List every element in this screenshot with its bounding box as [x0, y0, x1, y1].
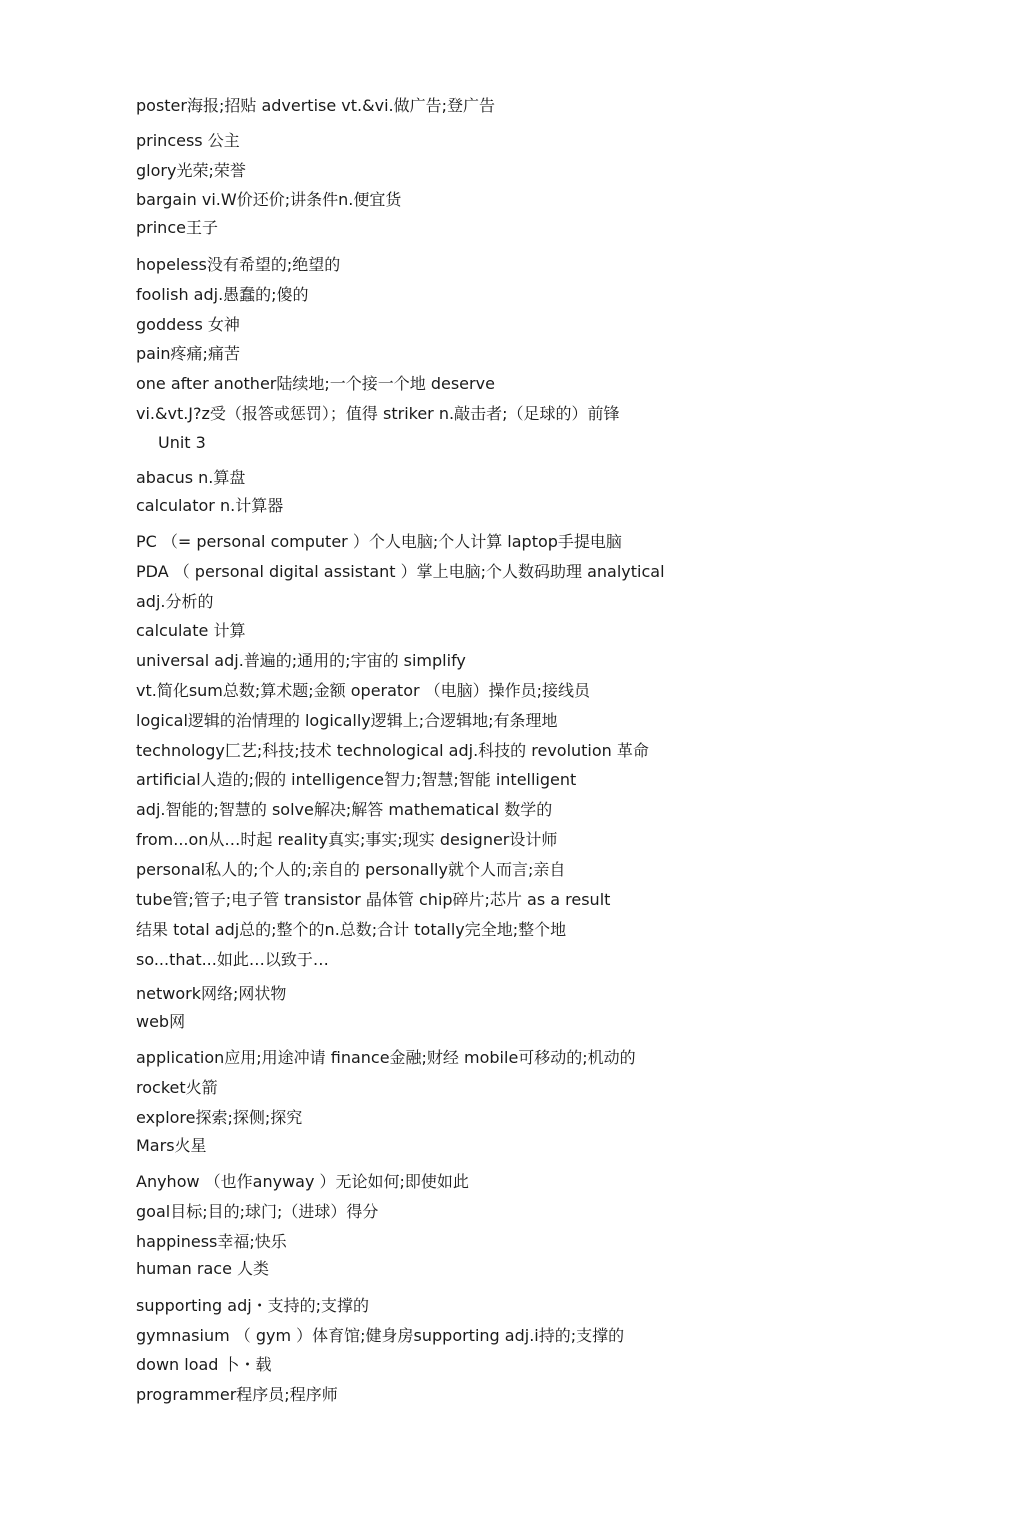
text-line: calculate 计算: [136, 621, 246, 640]
text-line: prince王子: [136, 218, 218, 237]
text-line: vt.简化sum总数;算术题;金额 operator （电脑）操作员;接线员: [136, 681, 591, 700]
text-line: one after another陆续地;一个接一个地 deserve: [136, 374, 495, 393]
text-line: Anyhow （也作anyway ）无论如何;即使如此: [136, 1172, 469, 1191]
text-line: calculator n.计算器: [136, 496, 284, 515]
text-line: network网络;网状物: [136, 984, 287, 1003]
text-line: glory光荣;荣誉: [136, 161, 246, 180]
text-line: adj.智能的;智慧的 solve解决;解答 mathematical 数学的: [136, 800, 553, 819]
text-line: hopeless没有希望的;绝望的: [136, 255, 341, 274]
text-line: vi.&vt.J?z受（报答或惩罚）；值得 striker n.敲击者;（足球的）前锋: [136, 404, 620, 423]
text-line: explore探索;探侧;探究: [136, 1108, 303, 1127]
text-line: programmer程序员;程序师: [136, 1385, 338, 1404]
text-line: artificial人造的;假的 intelligence智力;智慧;智能 intelligent: [136, 770, 577, 789]
text-line: pain疼痛;痛苦: [136, 344, 240, 363]
text-line: poster海报;招贴 advertise vt.&vi.做广告;登广告: [136, 96, 495, 115]
text-line: tube管;管子;电子管 transistor 晶体管 chip碎片;芯片 as a result: [136, 890, 611, 909]
text-line: goal目标;目的;球门;（进球）得分: [136, 1202, 379, 1221]
text-line: abacus n.算盘: [136, 468, 246, 487]
text-line: princess 公主: [136, 131, 240, 150]
text-line: web网: [136, 1012, 186, 1031]
text-line: supporting adj・支持的;支撑的: [136, 1296, 370, 1315]
text-line: application应用;用途冲请 finance金融;财经 mobile可移动的;机动的: [136, 1048, 636, 1067]
text-line: 结果 total adj总的;整个的n.总数;合计 totally完全地;整个地: [136, 920, 567, 939]
text-line: technology匚艺;科技;技术 technological adj.科技的 revolution 革命: [136, 741, 649, 760]
text-line: gymnasium （ gym ）体育馆;健身房supporting adj.i持的;支撑的: [136, 1326, 625, 1345]
text-line: PC （= personal computer ）个人电脑;个人计算 laptop手提电脑: [136, 532, 622, 551]
text-line: Mars火星: [136, 1136, 207, 1155]
text-line: bargain vi.W价还价;讲条件n.便宜货: [136, 190, 402, 209]
text-line: universal adj.普遍的;通用的;宇宙的 simplify: [136, 651, 466, 670]
text-line: down load 卜・载: [136, 1355, 272, 1374]
text-line: rocket火箭: [136, 1078, 218, 1097]
text-line: personal私人的;个人的;亲自的 personally就个人而言;亲自: [136, 860, 566, 879]
text-line: adj.分析的: [136, 592, 214, 611]
unit-heading: Unit 3: [158, 433, 206, 452]
text-line: PDA （ personal digital assistant ）掌上电脑;个人数码助理 analytical: [136, 562, 665, 581]
text-line: happiness幸福;快乐: [136, 1232, 287, 1251]
text-line: goddess 女神: [136, 315, 240, 334]
text-line: so...that...如此…以致于…: [136, 950, 329, 969]
text-line: from...on从…时起 reality真实;事实;现实 designer设计师: [136, 830, 558, 849]
text-line: logical逻辑的治情理的 logically逻辑上;合逻辑地;有条理地: [136, 711, 558, 730]
text-line: foolish adj.愚蠢的;傻的: [136, 285, 309, 304]
text-line: human race 人类: [136, 1259, 270, 1278]
